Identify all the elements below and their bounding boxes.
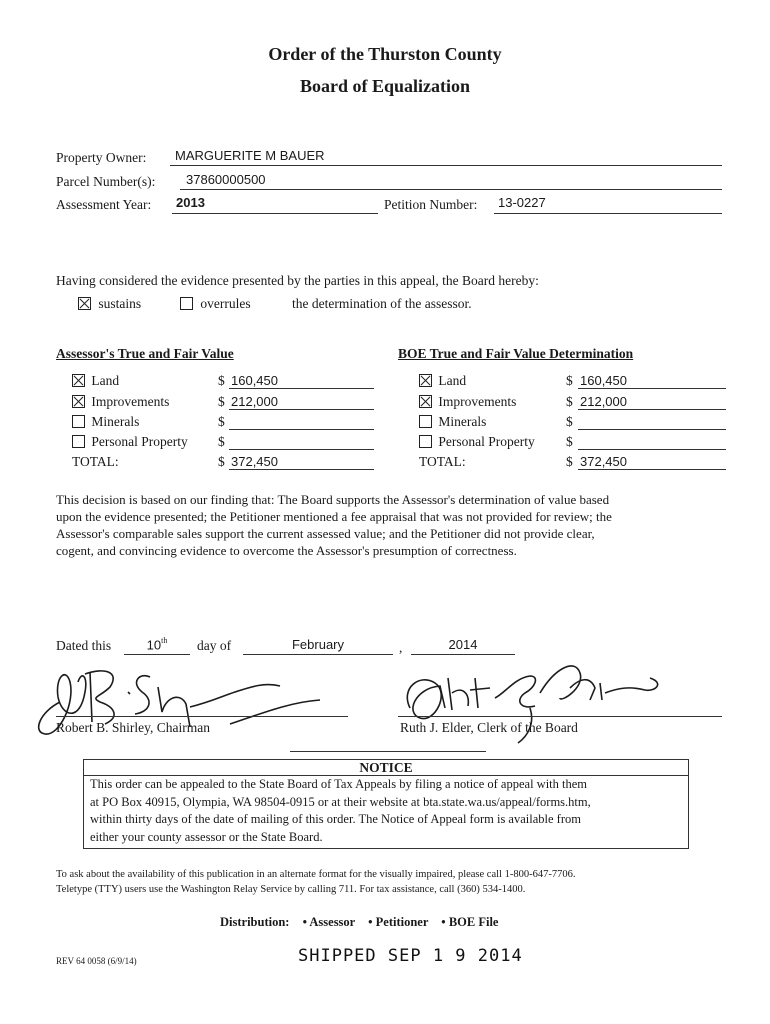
assessor-personal-label: Personal Property <box>91 434 188 449</box>
chairman-signature-line <box>56 716 348 717</box>
finding-line: upon the evidence presented; the Petitioner mentioned a fee appraisal that was not provided for review; the <box>56 509 612 524</box>
distribution-label: Distribution: <box>220 915 290 929</box>
finding-line: This decision is based on our finding that: The Board supports the Assessor's determination of value based <box>56 492 610 507</box>
assessor-total-field <box>229 454 374 470</box>
assessor-minerals-checkbox[interactable] <box>72 415 85 428</box>
boe-improvements-value: 212,000 <box>580 394 627 409</box>
boe-minerals-checkbox[interactable] <box>419 415 432 428</box>
assessor-total-label: TOTAL: <box>72 454 119 469</box>
notice-line: at PO Box 40915, Olympia, WA 98504-0915 or at their website at bta.state.wa.us/appeal/forms.htm, <box>90 794 591 809</box>
boe-minerals-field <box>578 414 726 430</box>
page-subtitle: Board of Equalization <box>299 76 471 96</box>
boe-row-minerals <box>419 414 486 430</box>
finding-line: cogent, and convincing evidence to overcome the Assessor's presumption of correctness. <box>56 543 517 558</box>
boe-heading: BOE True and Fair Value Determination <box>398 346 634 361</box>
assessor-land-checkbox[interactable] <box>72 374 85 387</box>
boe-personal-label: Personal Property <box>438 434 535 449</box>
parcel-field <box>180 172 722 190</box>
notice-box <box>83 759 689 849</box>
assessor-heading: Assessor's True and Fair Value <box>56 346 234 361</box>
assessor-land-label: Land <box>91 373 120 388</box>
boe-minerals-currency: $ <box>566 414 573 429</box>
clerk-signature-line <box>398 716 722 717</box>
assessor-row-improvements <box>72 394 169 410</box>
notice-line: either your county assessor or the State Board. <box>90 829 323 844</box>
distribution-item: Petitioner <box>375 915 429 929</box>
assessor-land-field <box>229 373 374 389</box>
boe-total-field <box>578 454 726 470</box>
assessor-improvements-label: Improvements <box>91 394 170 409</box>
assessor-row-personal <box>72 434 188 450</box>
decision-intro: Having considered the evidence presented by the parties in this appeal, the Board hereby: <box>56 273 539 288</box>
notice-line: within thirty days of the date of mailing of this order. The Notice of Appeal form is available from <box>90 812 581 826</box>
assessor-improvements-field <box>229 394 374 410</box>
owner-field <box>170 148 722 166</box>
finding-paragraph <box>56 491 736 559</box>
sustains-label: sustains <box>98 296 142 311</box>
boe-total-value: 372,450 <box>580 454 627 469</box>
petition-value: 13-0227 <box>498 195 546 210</box>
dated-day-suffix: th <box>161 636 168 645</box>
chairman-name: Robert B. Shirley, Chairman <box>56 720 210 735</box>
assessor-personal-currency: $ <box>218 434 225 449</box>
parcel-value: 37860000500 <box>186 172 266 187</box>
sustains-option[interactable] <box>78 296 141 312</box>
assessor-improvements-currency: $ <box>218 394 225 409</box>
dated-year: 2014 <box>448 637 478 652</box>
clerk-name: Ruth J. Elder, Clerk of the Board <box>400 720 578 735</box>
boe-total-currency: $ <box>566 454 573 469</box>
boe-row-land <box>419 373 466 389</box>
shipped-stamp: SHIPPED SEP 1 9 2014 <box>298 946 523 966</box>
dated-prefix: Dated this <box>56 638 112 653</box>
assessor-land-value: 160,450 <box>231 373 278 388</box>
distribution: Distribution: • Assessor • Petitioner • BOE File <box>220 915 499 929</box>
assessor-minerals-label: Minerals <box>91 414 140 429</box>
boe-row-improvements <box>419 394 516 410</box>
boe-land-currency: $ <box>566 373 573 388</box>
petition-field <box>494 195 722 214</box>
overrules-option[interactable] <box>180 296 251 312</box>
distribution-item: BOE File <box>448 915 499 929</box>
notice-body <box>84 776 688 846</box>
assessor-row-minerals <box>72 414 139 430</box>
boe-row-personal <box>419 434 535 450</box>
assessor-total-value: 372,450 <box>231 454 278 469</box>
dated-month: February <box>291 637 345 652</box>
finding-line: Assessor's comparable sales support the current assessed value; and the Petitioner did not provide clear, <box>56 526 595 541</box>
decision-suffix: the determination of the assessor. <box>292 296 472 311</box>
boe-personal-checkbox[interactable] <box>419 435 432 448</box>
boe-land-checkbox[interactable] <box>419 374 432 387</box>
form-code: REV 64 0058 (6/9/14) <box>56 956 137 966</box>
boe-land-label: Land <box>438 373 467 388</box>
assessor-improvements-value: 212,000 <box>231 394 278 409</box>
owner-label: Property Owner: <box>56 150 147 165</box>
assessor-minerals-field <box>229 414 374 430</box>
year-field <box>172 195 378 214</box>
year-label: Assessment Year: <box>56 197 152 212</box>
dated-comma: , <box>399 640 403 655</box>
notice-line: This order can be appealed to the State Board of Tax Appeals by filing a notice of appeal with them <box>90 777 588 791</box>
boe-improvements-label: Improvements <box>438 394 517 409</box>
assessor-total-currency: $ <box>218 454 225 469</box>
overrules-checkbox[interactable] <box>180 297 193 310</box>
boe-improvements-currency: $ <box>566 394 573 409</box>
boe-total-label: TOTAL: <box>419 454 466 469</box>
tty-line: Teletype (TTY) users use the Washington Relay Service by calling 711. For tax assistance, call (360) 534-1400. <box>56 884 526 895</box>
boe-personal-currency: $ <box>566 434 573 449</box>
sustains-checkbox[interactable] <box>78 297 91 310</box>
overrules-label: overrules <box>200 296 251 311</box>
year-value: 2013 <box>176 195 205 210</box>
assessor-improvements-checkbox[interactable] <box>72 395 85 408</box>
petition-label: Petition Number: <box>384 197 478 212</box>
parcel-label: Parcel Number(s): <box>56 174 156 189</box>
dated-day: 10 <box>146 637 162 653</box>
notice-divider <box>290 751 486 752</box>
page-title: Order of the Thurston County <box>268 44 502 64</box>
boe-personal-field <box>578 434 726 450</box>
dated-day-of: day of <box>197 638 232 653</box>
boe-land-value: 160,450 <box>580 373 627 388</box>
boe-land-field <box>578 373 726 389</box>
assessor-land-currency: $ <box>218 373 225 388</box>
assessor-personal-checkbox[interactable] <box>72 435 85 448</box>
boe-improvements-field <box>578 394 726 410</box>
assessor-row-land <box>72 373 119 389</box>
notice-heading: NOTICE <box>84 760 688 776</box>
alt-format-line: To ask about the availability of this publication in an alternate format for the visually impaired, please call 1-800-647-7706. <box>56 869 576 880</box>
boe-minerals-label: Minerals <box>438 414 487 429</box>
assessor-personal-field <box>229 434 374 450</box>
owner-value: MARGUERITE M BAUER <box>175 148 325 163</box>
boe-improvements-checkbox[interactable] <box>419 395 432 408</box>
assessor-minerals-currency: $ <box>218 414 225 429</box>
distribution-item: Assessor <box>309 915 355 929</box>
